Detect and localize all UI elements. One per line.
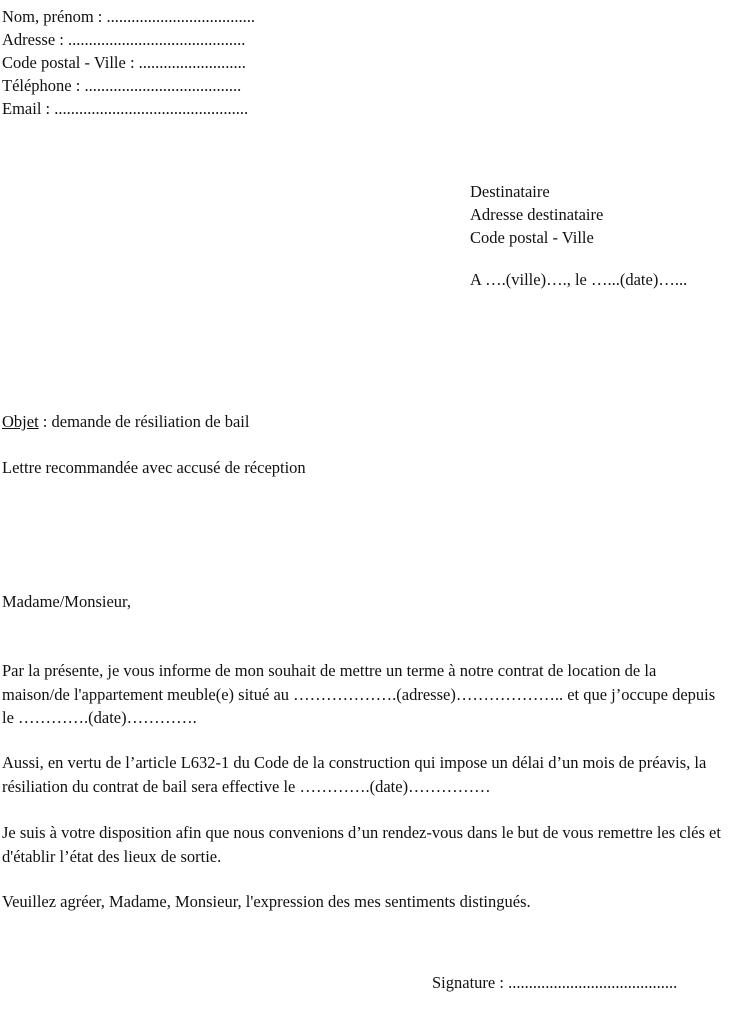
subject-line [2, 410, 249, 433]
recipient-postal-city-line: Code postal - Ville [470, 228, 594, 247]
signature-line: Signature : ......................................... [432, 973, 678, 992]
recipient-address-block [470, 180, 603, 249]
subject-text: : demande de résiliation de bail [38, 412, 250, 431]
body-paragraph-2: Aussi, en vertu de l’article L632-1 du Code de la construction qui impose un délai d’un mois de préavis, la résiliation du contrat de bail sera effective le ………….(date)…………… [2, 753, 707, 796]
recipient-address-line: Adresse destinataire [470, 205, 604, 224]
sender-name-line: Nom, prénom : .................................... [2, 7, 255, 26]
salutation-line: Madame/Monsieur, [2, 592, 132, 611]
body-paragraph-4-closing: Veuillez agréer, Madame, Monsieur, l'expression des mes sentiments distingués. [2, 892, 531, 911]
sender-identity-block [2, 5, 255, 120]
sender-phone-line: Téléphone : ...................................... [2, 76, 242, 95]
subject-label: Objet [2, 412, 39, 431]
sender-postal-city-line: Code postal - Ville : .......................... [2, 53, 246, 72]
recipient-name-line: Destinataire [470, 182, 550, 201]
place-and-date-line: A ….(ville)…., le …...(date)…... [470, 270, 688, 289]
sender-address-line: Adresse : ........................................... [2, 30, 246, 49]
body-paragraph-1: Par la présente, je vous informe de mon souhait de mettre un terme à notre contrat de location de la maison/de l'appartement meuble(e) situé au ……………….(adresse)……………….. et que j’occupe depuis le ………….(date)…………. [2, 661, 716, 727]
sender-email-line: Email : ............................................... [2, 99, 249, 118]
registered-letter-notice: Lettre recommandée avec accusé de réception [2, 458, 306, 477]
body-paragraph-3: Je suis à votre disposition afin que nous convenions d’un rendez-vous dans le but de vous remettre les clés et d'établir l’état des lieux de sortie. [2, 823, 721, 866]
